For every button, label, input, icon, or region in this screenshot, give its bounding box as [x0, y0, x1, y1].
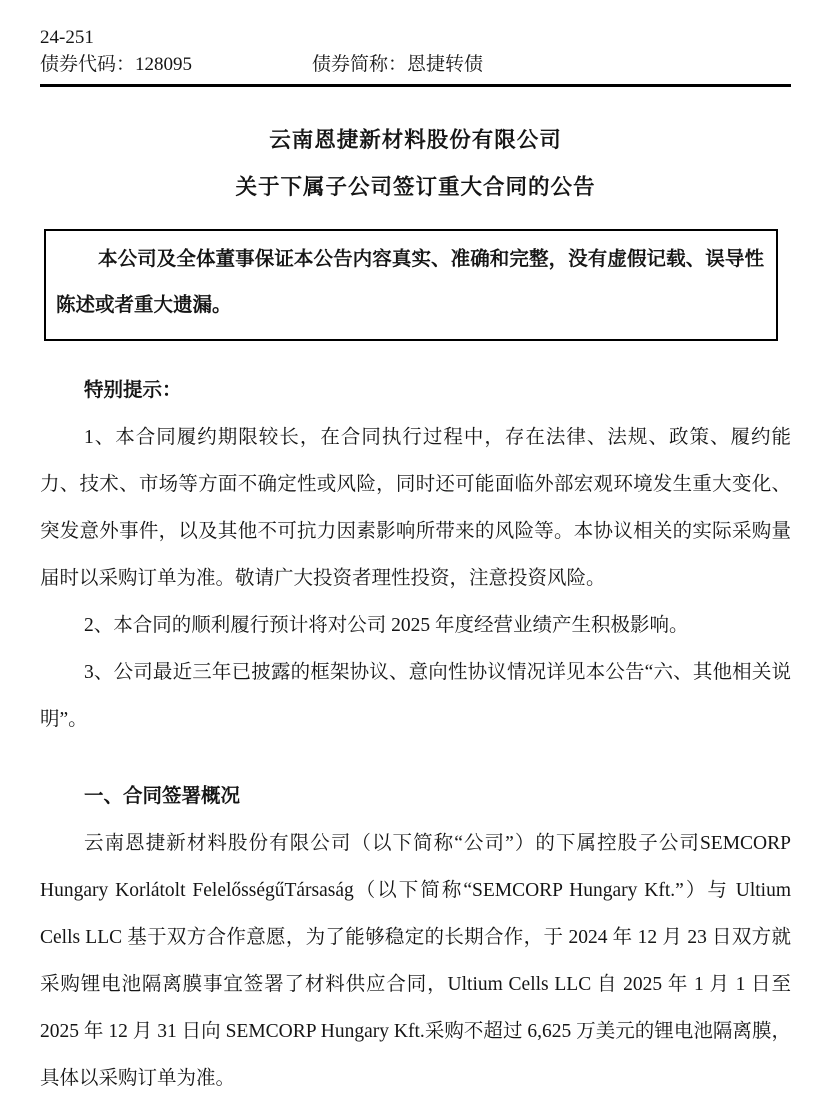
bond-name-value: 恩捷转债	[407, 54, 484, 75]
company-title: 云南恩捷新材料股份有限公司	[269, 128, 562, 152]
disclaimer-text: 本公司及全体董事保证本公告内容真实、准确和完整，没有虚假记载、误导性陈述或者重大遗漏。	[56, 249, 764, 316]
special-notice-heading: 特别提示：	[84, 380, 182, 401]
title-block	[40, 117, 791, 211]
special-notice-item-3: 3、公司最近三年已披露的框架协议、意向性协议情况详见本公告“六、其他相关说明”。	[40, 662, 791, 730]
bond-code	[40, 51, 312, 79]
bond-code-value: 128095	[135, 54, 193, 75]
bond-name	[312, 51, 483, 79]
special-notice-item-2: 2、本合同的顺利履行预计将对公司 2025 年度经营业绩产生积极影响。	[84, 615, 689, 636]
section-1-heading: 一、合同签署概况	[84, 786, 241, 807]
disclaimer-box	[44, 229, 778, 341]
special-notice-item-1: 1、本合同履约期限较长，在合同执行过程中，存在法律、法规、政策、履约能力、技术、市场等方面不确定性或风险，同时还可能面临外部宏观环境发生重大变化、突发意外事件，以及其他不可抗力因素影响所带来的风险等。本协议相关的实际采购量届时以采购订单为准。敬请广大投资者理性投资，注意投资风险。	[40, 427, 791, 589]
bond-info-row	[40, 51, 791, 87]
section-1-body: 云南恩捷新材料股份有限公司（以下简称“公司”）的下属控股子公司SEMCORP Hungary Korlátolt FelelősségűTársaság（以下简称“SEMCORP Hungary Kft.”）与 Ultium Cells LLC 基于双方合作意愿，为了能够稳定的长期合作，于 2024 年 12 月 23 日双方就采购锂电池隔离膜事宜签署了材料供应合同，Ultium Cells LLC 自 2025 年 1 月 1 日至 2025 年 12 月 31 日向 SEMCORP Hungary Kft.采购不超过 6,625 万美元的锂电池隔离膜，具体以采购订单为准。	[40, 833, 791, 1089]
document-number: 24-251	[40, 27, 94, 48]
bond-code-label: 债券代码：	[40, 54, 136, 75]
announcement-title: 关于下属子公司签订重大合同的公告	[235, 175, 596, 199]
bond-name-label: 债券简称：	[312, 54, 408, 75]
